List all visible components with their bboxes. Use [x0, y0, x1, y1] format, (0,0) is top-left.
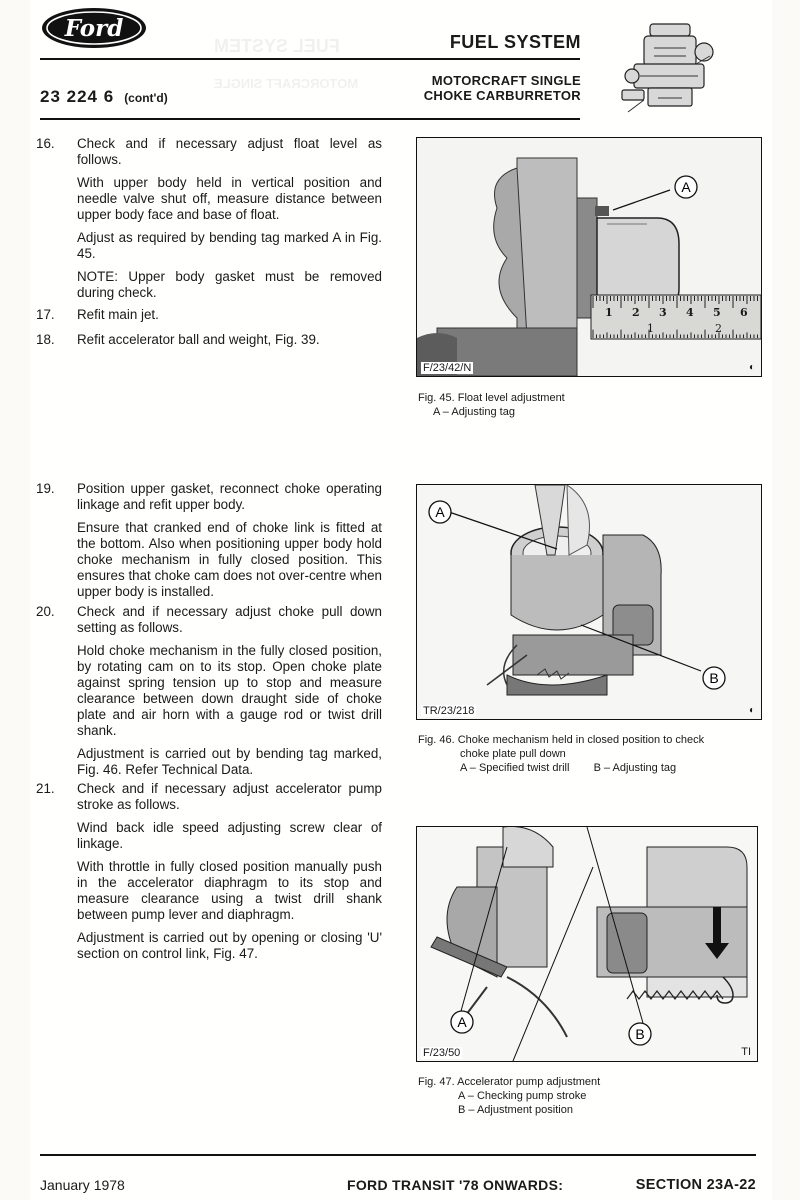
ruler-number-bottom: 2 [715, 322, 722, 335]
label-a: A [681, 179, 691, 195]
caption-item: B – Adjustment position [458, 1104, 573, 1116]
step-text: Adjustment is carried out by bending tag marked, Fig. 46. Refer Technical Data. [77, 746, 382, 777]
label-b-circle [701, 665, 727, 691]
step-number: 17. [36, 307, 55, 322]
figure-ref: TR/23/218 [423, 705, 475, 717]
ruler-number-top: 1 [605, 306, 613, 319]
show-through-title: FUEL SYSTEM [214, 36, 340, 56]
section-number [40, 87, 168, 107]
caption-line-2: choke plate pull down [460, 748, 566, 760]
ruler-number-top: 3 [659, 306, 667, 319]
ford-logo-text: Ford [64, 15, 124, 42]
ruler-number-top: 2 [632, 306, 640, 319]
step-text: Hold choke mechanism in the fully closed position, by rotating cam on to its stop. Open choke plate against spring tension up to stop and measure clearance between down draught side of choke plate and air horn with a gauge rod or twist drill shank. [77, 643, 382, 738]
subtitle-line-1: MOTORCRAFT SINGLE [431, 73, 581, 88]
float-level-illustration [417, 138, 761, 376]
step-text: Adjustment is carried out by opening or closing 'U' section on control link, Fig. 47. [77, 930, 382, 961]
carburettor-icon [614, 18, 726, 120]
label-a-circle [673, 174, 699, 200]
step-text: Wind back idle speed adjusting screw clear of linkage. [77, 820, 382, 851]
caption-item: A – Checking pump stroke [458, 1090, 587, 1102]
label-b: B [709, 670, 719, 686]
caption-item: A – Specified twist drill [460, 762, 570, 774]
footer-date: January 1978 [40, 1177, 125, 1193]
footer-section: SECTION 23A-22 [635, 1177, 756, 1193]
caption-items [418, 761, 704, 775]
footer-vehicle: FORD TRANSIT '78 ONWARDS: [347, 1177, 564, 1193]
figure-47-image [416, 826, 758, 1062]
label-a: A [457, 1014, 467, 1030]
step-20 [36, 604, 382, 785]
header-rule-top [40, 58, 580, 60]
step-text: Refit main jet. [77, 307, 159, 322]
step-number: 20. [36, 604, 55, 619]
step-19 [36, 481, 382, 607]
step-text: Refit accelerator ball and weight, Fig. 39. [77, 332, 320, 347]
step-text: Check and if necessary adjust choke pull down setting as follows. [77, 604, 382, 635]
step-text: Check and if necessary adjust float level as follows. [77, 136, 382, 167]
caption-item: B – Adjusting tag [593, 762, 677, 774]
step-18 [36, 332, 382, 355]
label-a-circle [449, 1009, 475, 1035]
section-title: FUEL SYSTEM [449, 32, 581, 52]
figure-ref: F/23/42/N [423, 362, 472, 374]
caption-title: Fig. 45. Float level adjustment [418, 392, 565, 404]
ruler-number-top: 4 [686, 306, 694, 319]
footer-rule [40, 1154, 756, 1156]
label-a: A [435, 504, 445, 520]
step-21 [36, 781, 382, 969]
section-subtitle [424, 73, 581, 103]
step-number: 16. [36, 136, 55, 151]
step-text: Adjust as required by bending tag marked A in Fig. 45. [77, 230, 382, 261]
figure-46-caption [418, 733, 704, 775]
figure-45-caption [418, 391, 565, 419]
step-number: 19. [36, 481, 55, 496]
step-note: NOTE: Upper body gasket must be removed during check. [77, 269, 382, 300]
caption-title: Fig. 46. Choke mechanism held in closed position to check [418, 734, 705, 746]
ruler-number-top: 6 [740, 306, 748, 319]
show-through-sub: MOTORCRAFT SINGLE [214, 76, 359, 91]
step-text: Ensure that cranked end of choke link is fitted at the bottom. Also when positioning upper body hold choke mechanism in fully closed position. This ensures that choke cam does not over-centre when upper body is installed. [77, 520, 382, 599]
subtitle-line-2: CHOKE CARBURRETOR [423, 88, 581, 103]
step-16 [36, 136, 382, 308]
ruler-number-top: 5 [713, 306, 721, 319]
figure-47-caption [418, 1075, 600, 1117]
contd-label: (cont'd) [124, 91, 168, 105]
figure-46-image [416, 484, 762, 720]
label-b: B [635, 1026, 645, 1042]
header-rule-bottom [40, 118, 580, 120]
corner-mark-icon: ◐ [748, 705, 755, 716]
label-a-circle [427, 499, 453, 525]
ruler-number-bottom: 1 [647, 322, 654, 335]
step-text: Position upper gasket, reconnect choke operating linkage and refit upper body. [77, 481, 382, 512]
step-17 [36, 307, 382, 330]
caption-item: A – Adjusting tag [433, 406, 515, 418]
step-number: 21. [36, 781, 55, 796]
label-b-circle [627, 1021, 653, 1047]
caption-title: Fig. 47. Accelerator pump adjustment [418, 1076, 601, 1088]
corner-mark: TI [741, 1046, 751, 1058]
figure-45-image [416, 137, 762, 377]
step-text: With throttle in fully closed position manually push in the accelerator diaphragm to its stop and measure clearance using a twist drill shank between pump lever and diaphragm. [77, 859, 382, 922]
corner-mark-icon: ◐ [748, 362, 755, 373]
step-text: Check and if necessary adjust accelerator pump stroke as follows. [77, 781, 382, 812]
figure-ref: F/23/50 [423, 1047, 461, 1059]
section-number-text: 23 224 6 [40, 87, 115, 106]
ford-logo [40, 6, 148, 50]
step-text: With upper body held in vertical position and needle valve shut off, measure distance between upper body face and base of float. [77, 175, 382, 222]
step-number: 18. [36, 332, 55, 347]
